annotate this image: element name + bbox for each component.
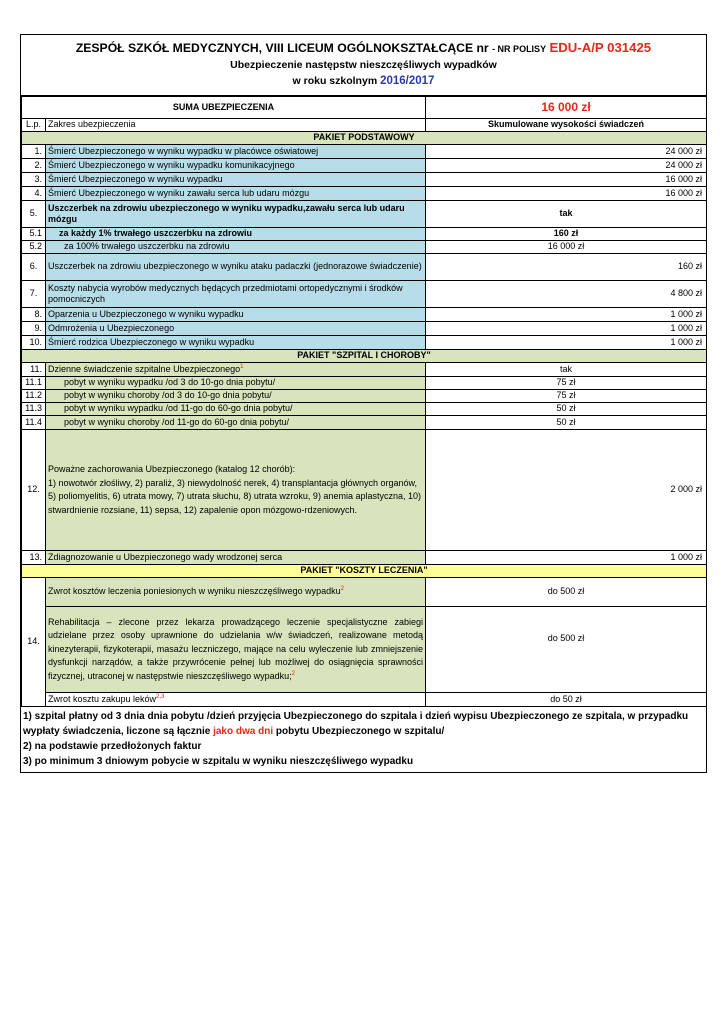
footnote-ref: 2,3 — [156, 693, 165, 700]
row-text: pobyt w wyniku choroby /od 11-go do 60-go dnia pobytu/ — [46, 416, 426, 430]
footnote-1-highlight: jako dwa dni — [213, 726, 274, 737]
row-lp: 5. — [22, 201, 46, 228]
table-row — [22, 403, 707, 416]
footnote-ref: 2 — [291, 670, 295, 677]
row-lp: 3. — [22, 173, 46, 187]
row-text: Uszczerbek na zdrowiu ubezpieczonego w wyniku wypadku,zawału serca lub udaru mózgu — [46, 201, 426, 228]
row-lp: 4. — [22, 187, 46, 201]
package-hospital-row — [22, 350, 707, 363]
footnote-3: 3) po minimum 3 dniowym pobycie w szpitalu w wyniku nieszczęśliwego wypadku — [23, 756, 414, 767]
col-benefit-header: Skumulowane wysokości świadczeń — [426, 119, 707, 132]
table-row — [22, 187, 707, 201]
package-costs-title: PAKIET "KOSZTY LECZENIA" — [22, 565, 707, 578]
row-value: 2 000 zł — [426, 430, 707, 551]
row-lp: 7. — [22, 281, 46, 308]
document-title — [21, 35, 706, 55]
table-row — [22, 377, 707, 390]
table-row — [22, 551, 707, 565]
row-value: 50 zł — [426, 403, 707, 416]
table-row — [22, 578, 707, 607]
package-costs-row — [22, 565, 707, 578]
row-text: za 100% trwałego uszczerbku na zdrowiu — [46, 241, 426, 254]
table-row — [22, 416, 707, 430]
sum-value: 16 000 zł — [426, 97, 707, 119]
table-row — [22, 254, 707, 281]
footnote-1 — [23, 709, 704, 739]
row-value: do 500 zł — [426, 607, 707, 693]
row-text: za każdy 1% trwałego uszczerbku na zdrowiu — [46, 228, 426, 241]
row-value: do 50 zł — [426, 693, 707, 707]
table-row — [22, 363, 707, 377]
row-text: pobyt w wyniku choroby /od 3 do 10-go dnia pobytu/ — [46, 390, 426, 403]
row-text — [46, 363, 426, 377]
row-value: 160 zł — [426, 254, 707, 281]
row-text: pobyt w wyniku wypadku /od 11-go do 60-go dnia pobytu/ — [46, 403, 426, 416]
row-text: Śmierć Ubezpieczonego w wyniku wypadku w placówce oświatowej — [46, 145, 426, 159]
footnote-ref: 1 — [240, 363, 244, 370]
table-row — [22, 322, 707, 336]
row-value: 1 000 zł — [426, 551, 707, 565]
package-hospital-title: PAKIET "SZPITAL I CHOROBY" — [22, 350, 707, 363]
row-text: Oparzenia u Ubezpieczonego w wyniku wypadku — [46, 308, 426, 322]
row-value: 24 000 zł — [426, 159, 707, 173]
row-text: Śmierć rodzica Ubezpieczonego w wyniku wypadku — [46, 336, 426, 350]
row-value: 24 000 zł — [426, 145, 707, 159]
row-value: 16 000 zł — [426, 241, 707, 254]
row-text-label: Rehabilitacja – zlecone przez lekarza prowadzącego leczenie specjalistyczne zabiegi udzielane przez osoby uprawnione do udzielania w/w świadczeń, realizowane metodą kinezyterapii, fizykoterapii, masażu leczniczego, mające na celu wyleczenie lub zmniejszenie dysfunkcji narządów, a także przywrócenie pełnej lub możliwej do osiągnięcia sprawności fizycznej, utraconej w następstwie nieszczęśliwego wypadku; — [48, 616, 424, 681]
document-subtitle: Ubezpieczenie następstw nieszczęśliwych wypadków — [230, 59, 497, 71]
sum-row — [22, 97, 707, 119]
table-row — [22, 201, 707, 228]
row-text-label: Zwrot kosztu zakupu leków — [48, 693, 157, 704]
table-row — [22, 241, 707, 254]
sum-label: SUMA UBEZPIECZENIA — [22, 97, 426, 119]
policy-number: EDU-A/P 031425 — [549, 40, 652, 55]
row-text — [46, 578, 426, 607]
table-row — [22, 607, 707, 693]
column-header-row — [22, 119, 707, 132]
row-lp: 6. — [22, 254, 46, 281]
row-text: pobyt w wyniku wypadku /od 3 do 10-go dnia pobytu/ — [46, 377, 426, 390]
row-lp: 9. — [22, 322, 46, 336]
row-text: Zdiagnozowanie u Ubezpieczonego wady wrodzonej serca — [46, 551, 426, 565]
row-value: do 500 zł — [426, 578, 707, 607]
row-lp: 5.2 — [22, 241, 46, 254]
row-value: 1 000 zł — [426, 308, 707, 322]
footnotes — [21, 707, 706, 771]
row-lp: 11. — [22, 363, 46, 377]
row-lp: 11.2 — [22, 390, 46, 403]
row-value: 50 zł — [426, 416, 707, 430]
footnote-1-text: 1) szpital płatny od 3 dnia dnia pobytu /dzień przyjęcia Ubezpieczonego do szpitala i dzień wypisu Ubezpieczonego ze szpitala, w przypadku wypłaty świadczenia, liczone są łącznie — [23, 711, 689, 737]
insurance-sheet — [20, 34, 707, 773]
row-value: 75 zł — [426, 377, 707, 390]
footnote-1-text-end: pobytu Ubezpieczonego w szpitalu/ — [275, 726, 445, 737]
table-row — [22, 430, 707, 551]
row-value: 4 800 zł — [426, 281, 707, 308]
package-basic-row — [22, 132, 707, 145]
row-text: Śmierć Ubezpieczonego w wyniku wypadku — [46, 173, 426, 187]
footnote-2: 2) na podstawie przedłożonych faktur — [23, 741, 202, 752]
row-lp: 1. — [22, 145, 46, 159]
table-row — [22, 159, 707, 173]
row-text-label: Zwrot kosztów leczenia poniesionych w wyniku nieszczęśliwego wypadku — [48, 586, 341, 597]
row-text: Odmrożenia u Ubezpieczonego — [46, 322, 426, 336]
col-lp-header: L.p. — [22, 119, 46, 132]
row-lp: 11.3 — [22, 403, 46, 416]
policy-label: - NR POLISY — [492, 44, 547, 54]
row-value: tak — [426, 201, 707, 228]
row-lp: 11.1 — [22, 377, 46, 390]
school-year-value: 2016/2017 — [380, 75, 435, 87]
table-row — [22, 173, 707, 187]
row-lp: 2. — [22, 159, 46, 173]
row-lp: 14. — [22, 578, 46, 707]
row-lp: 8. — [22, 308, 46, 322]
row-value: 1 000 zł — [426, 322, 707, 336]
row-text: Uszczerbek na zdrowiu ubezpieczonego w wyniku ataku padaczki (jednorazowe świadczenie) — [46, 254, 426, 281]
row-value: 160 zł — [426, 228, 707, 241]
document-header — [21, 35, 706, 96]
table-row — [22, 145, 707, 159]
school-year-prefix: w roku szkolnym — [292, 75, 378, 87]
table-row — [22, 390, 707, 403]
row-lp: 11.4 — [22, 416, 46, 430]
table-row — [22, 308, 707, 322]
table-row — [22, 281, 707, 308]
row-text: Poważne zachorowania Ubezpieczonego (katalog 12 chorób): 1) nowotwór złośliwy, 2) paraliż, 3) niewydolność nerek, 4) transplantacja głównych organów, 5) poliomyelitis, 6) utrata mowy, 7) utrata słuchu, 8) utrata wzroku, 9) anemia aplastyczna, 10) stwardnienie rozsiane, 11) sepsa, 12) zapalenie opon mózgowo-rdzeniowych. — [46, 430, 426, 551]
col-scope-header: Zakres ubezpieczenia — [46, 119, 426, 132]
footnote-ref: 2 — [340, 586, 344, 593]
row-text-label: Dzienne świadczenie szpitalne Ubezpieczonego — [48, 363, 241, 374]
row-lp: 12. — [22, 430, 46, 551]
row-text — [46, 607, 426, 693]
coverage-table — [21, 96, 707, 707]
row-value: 75 zł — [426, 390, 707, 403]
row-lp: 5.1 — [22, 228, 46, 241]
row-lp: 10. — [22, 336, 46, 350]
package-basic-title: PAKIET PODSTAWOWY — [22, 132, 707, 145]
row-value: 16 000 zł — [426, 173, 707, 187]
table-row — [22, 693, 707, 707]
row-text: Koszty nabycia wyrobów medycznych będących przedmiotami ortopedycznymi i środków pomocniczych — [46, 281, 426, 308]
row-text: Śmierć Ubezpieczonego w wyniku zawału serca lub udaru mózgu — [46, 187, 426, 201]
row-text: Śmierć Ubezpieczonego w wyniku wypadku komunikacyjnego — [46, 159, 426, 173]
row-value: tak — [426, 363, 707, 377]
table-row — [22, 228, 707, 241]
row-lp: 13. — [22, 551, 46, 565]
school-year — [21, 75, 706, 87]
row-value: 16 000 zł — [426, 187, 707, 201]
row-text — [46, 693, 426, 707]
table-row — [22, 336, 707, 350]
school-name: ZESPÓŁ SZKÓŁ MEDYCZNYCH, VIII LICEUM OGÓLNOKSZTAŁCĄCE nr — [75, 41, 489, 55]
row-value: 1 000 zł — [426, 336, 707, 350]
